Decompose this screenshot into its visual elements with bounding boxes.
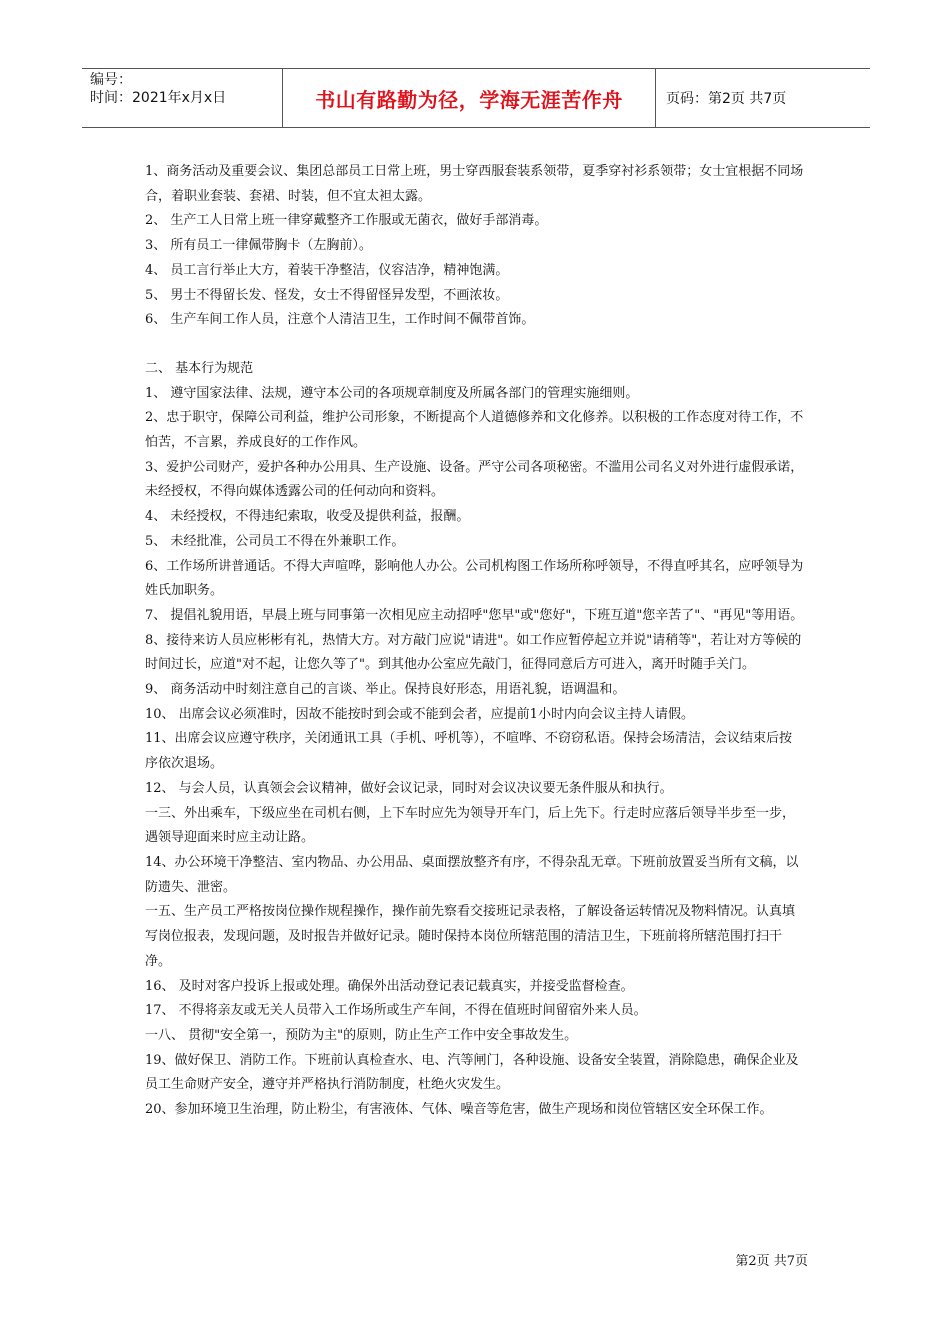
list-item: 7、 提倡礼貌用语，早晨上班与同事第一次相见应主动招呼"您早"或"您好"，下班互道"您辛苦了"、"再见"等用语。 xyxy=(145,607,804,623)
list-item: 8、接待来访人员应彬彬有礼，热情大方。对方敲门应说"请进"。如工作应暂停起立并说"请稍等"，若让对方等候的时间过长，应道"对不起，让您久等了"。到其他办公室应先敲门，征得同意后方可进入，离开时随手关门。 xyxy=(145,632,802,673)
list-item: 1、 遵守国家法律、法规，遵守本公司的各项规章制度及所属各部门的管理实施细则。 xyxy=(145,385,639,401)
list-item: 4、 未经授权，不得违纪索取，收受及提供利益，报酬。 xyxy=(145,509,470,525)
list-item: 9、 商务活动中时刻注意自己的言谈、举止。保持良好形态，用语礼貌，语调温和。 xyxy=(145,682,626,698)
header-page-number: 页码：第2页 共7页 xyxy=(666,91,787,107)
page-footer: 第2页 共7页 xyxy=(735,1254,808,1269)
list-item: 6、 生产车间工作人员，注意个人清洁卫生，工作时间不佩带首饰。 xyxy=(145,312,535,328)
paragraph-spacer xyxy=(145,333,805,357)
header-slogan: 书山有路勤为径，学海无涯苦作舟 xyxy=(282,69,656,127)
list-item: 1、商务活动及重要会议、集团总部员工日常上班，男士穿西服套装系领带，夏季穿衬衫系领带；女士宜根据不同场合，着职业套装、套裙、时装，但不宜太袒太露。 xyxy=(145,164,804,204)
document-number: 编号： xyxy=(90,72,132,88)
list-item: 2、忠于职守，保障公司利益，维护公司形象，不断提高个人道德修养和文化修养。以积极的工作态度对待工作，不怕苦，不言累，养成良好的工作作风。 xyxy=(145,410,804,451)
list-item: 20、参加环境卫生治理，防止粉尘，有害液体、气体、噪音等危害，做生产现场和岗位管辖区安全环保工作。 xyxy=(145,1102,773,1118)
section-heading: 二、 基本行为规范 xyxy=(145,360,254,376)
dress-code-list xyxy=(145,160,805,333)
list-item: 3、爱护公司财产，爱护各种办公用具、生产设施、设备。严守公司各项秘密。不滥用公司名义对外进行虚假承诺，未经授权，不得向媒体透露公司的任何动向和资料。 xyxy=(145,459,804,500)
list-item: 11、出席会议应遵守秩序，关闭通讯工具（手机、呼机等），不喧哗、不窃窃私语。保持会场清洁，会议结束后按序依次退场。 xyxy=(145,731,793,772)
page-header xyxy=(82,68,870,128)
list-item: 5、 男士不得留长发、怪发，女士不得留怪异发型，不画浓妆。 xyxy=(145,287,509,303)
behavior-rules-list xyxy=(145,382,805,1123)
list-item: 2、 生产工人日常上班一律穿戴整齐工作服或无菌衣，做好手部消毒。 xyxy=(145,213,548,229)
list-item: 17、 不得将亲友或无关人员带入工作场所或生产车间，不得在值班时间留宿外来人员。 xyxy=(145,1003,647,1019)
list-item: 一八、 贯彻"安全第一，预防为主"的原则，防止生产工作中安全事故发生。 xyxy=(145,1027,578,1043)
list-item: 19、做好保卫、消防工作。下班前认真检查水、电、汽等闸门，各种设施、设备安全装置，消除隐患，确保企业及员工生命财产安全，遵守并严格执行消防制度，杜绝火灾发生。 xyxy=(145,1052,799,1093)
list-item: 4、 员工言行举止大方，着装干净整洁，仪容洁净，精神饱满。 xyxy=(145,262,509,278)
list-item: 6、工作场所讲普通话。不得大声喧哗，影响他人办公。公司机构图工作场所称呼领导，不得直呼其名，应呼领导为姓氏加职务。 xyxy=(145,558,804,599)
header-meta xyxy=(82,69,282,127)
list-item: 10、 出席会议必须准时，因故不能按时到会或不能到会者，应提前1小时内向会议主持人请假。 xyxy=(145,706,694,722)
list-item: 一三、外出乘车，下级应坐在司机右侧，上下车时应先为领导开车门，后上先下。行走时应落后领导半步至一步，遇领导迎面来时应主动让路。 xyxy=(145,805,796,846)
document-body xyxy=(145,160,805,1123)
list-item: 一五、生产员工严格按岗位操作规程操作，操作前先察看交接班记录表格，了解设备运转情况及物料情况。认真填写岗位报表，发现问题，及时报告并做好记录。随时保持本岗位所辖范围的清洁卫生，下班前将所辖范围打扫干净。 xyxy=(145,904,796,969)
list-item: 5、 未经批准，公司员工不得在外兼职工作。 xyxy=(145,533,405,549)
list-item: 3、 所有员工一律佩带胸卡（左胸前）。 xyxy=(145,238,372,254)
list-item: 12、 与会人员，认真领会会议精神，做好会议记录，同时对会议决议要无条件服从和执行。 xyxy=(145,780,673,796)
document-date: 时间：2021年x月x日 xyxy=(90,90,227,106)
list-item: 16、 及时对客户投诉上报或处理。确保外出活动登记表记载真实，并接受监督检查。 xyxy=(145,978,634,994)
list-item: 14、办公环境干净整洁、室内物品、办公用品、桌面摆放整齐有序，不得杂乱无章。下班前放置妥当所有文稿，以防遗失、泄密。 xyxy=(145,854,799,895)
